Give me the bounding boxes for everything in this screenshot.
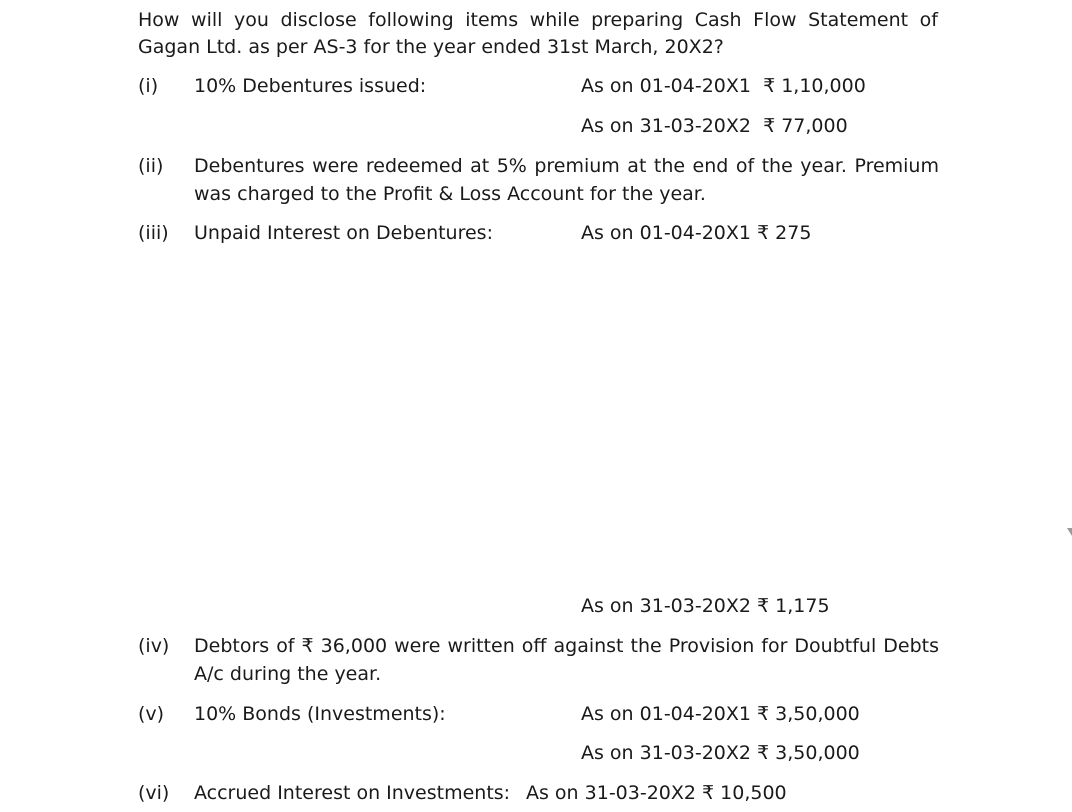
- item-paragraph-line-2: A/c during the year.: [194, 663, 382, 685]
- item-number: (i): [138, 75, 159, 97]
- item-number: (vi): [138, 782, 170, 804]
- item-number: (v): [138, 703, 165, 725]
- item-label: Unpaid Interest on Debentures:: [194, 222, 493, 244]
- page-edge-marker: [1067, 528, 1072, 536]
- item-number: (ii): [138, 155, 164, 177]
- item-value: As on 31-03-20X2 ₹ 10,500: [526, 782, 787, 804]
- item-value: As on 31-03-20X2 ₹ 77,000: [581, 115, 848, 137]
- item-paragraph: [194, 632, 939, 688]
- item-value: As on 31-03-20X2 ₹ 3,50,000: [581, 742, 860, 764]
- item-paragraph-line-1: Debtors of ₹ 36,000 were written off against the Provision for Doubtful Debts: [194, 635, 939, 657]
- item-value: As on 01-04-20X1 ₹ 1,10,000: [581, 75, 866, 97]
- item-label: Accrued Interest on Investments:: [194, 782, 511, 804]
- item-value: As on 01-04-20X1 ₹ 3,50,000: [581, 703, 860, 725]
- item-paragraph: [194, 152, 939, 208]
- item-label: 10% Debentures issued:: [194, 75, 427, 97]
- item-value: As on 01-04-20X1 ₹ 275: [581, 222, 812, 244]
- question-text: [138, 7, 938, 61]
- question-line-2: Gagan Ltd. as per AS-3 for the year ended 31st March, 20X2?: [138, 36, 724, 58]
- item-label: 10% Bonds (Investments):: [194, 703, 446, 725]
- question-line-1: How will you disclose following items while preparing Cash Flow Statement of: [138, 9, 938, 31]
- item-value: As on 31-03-20X2 ₹ 1,175: [581, 595, 830, 617]
- item-paragraph-line-2: was charged to the Profit & Loss Account for the year.: [194, 183, 706, 205]
- item-paragraph-line-1: Debentures were redeemed at 5% premium at the end of the year. Premium: [194, 155, 939, 177]
- item-number: (iv): [138, 635, 170, 657]
- item-number: (iii): [138, 222, 169, 244]
